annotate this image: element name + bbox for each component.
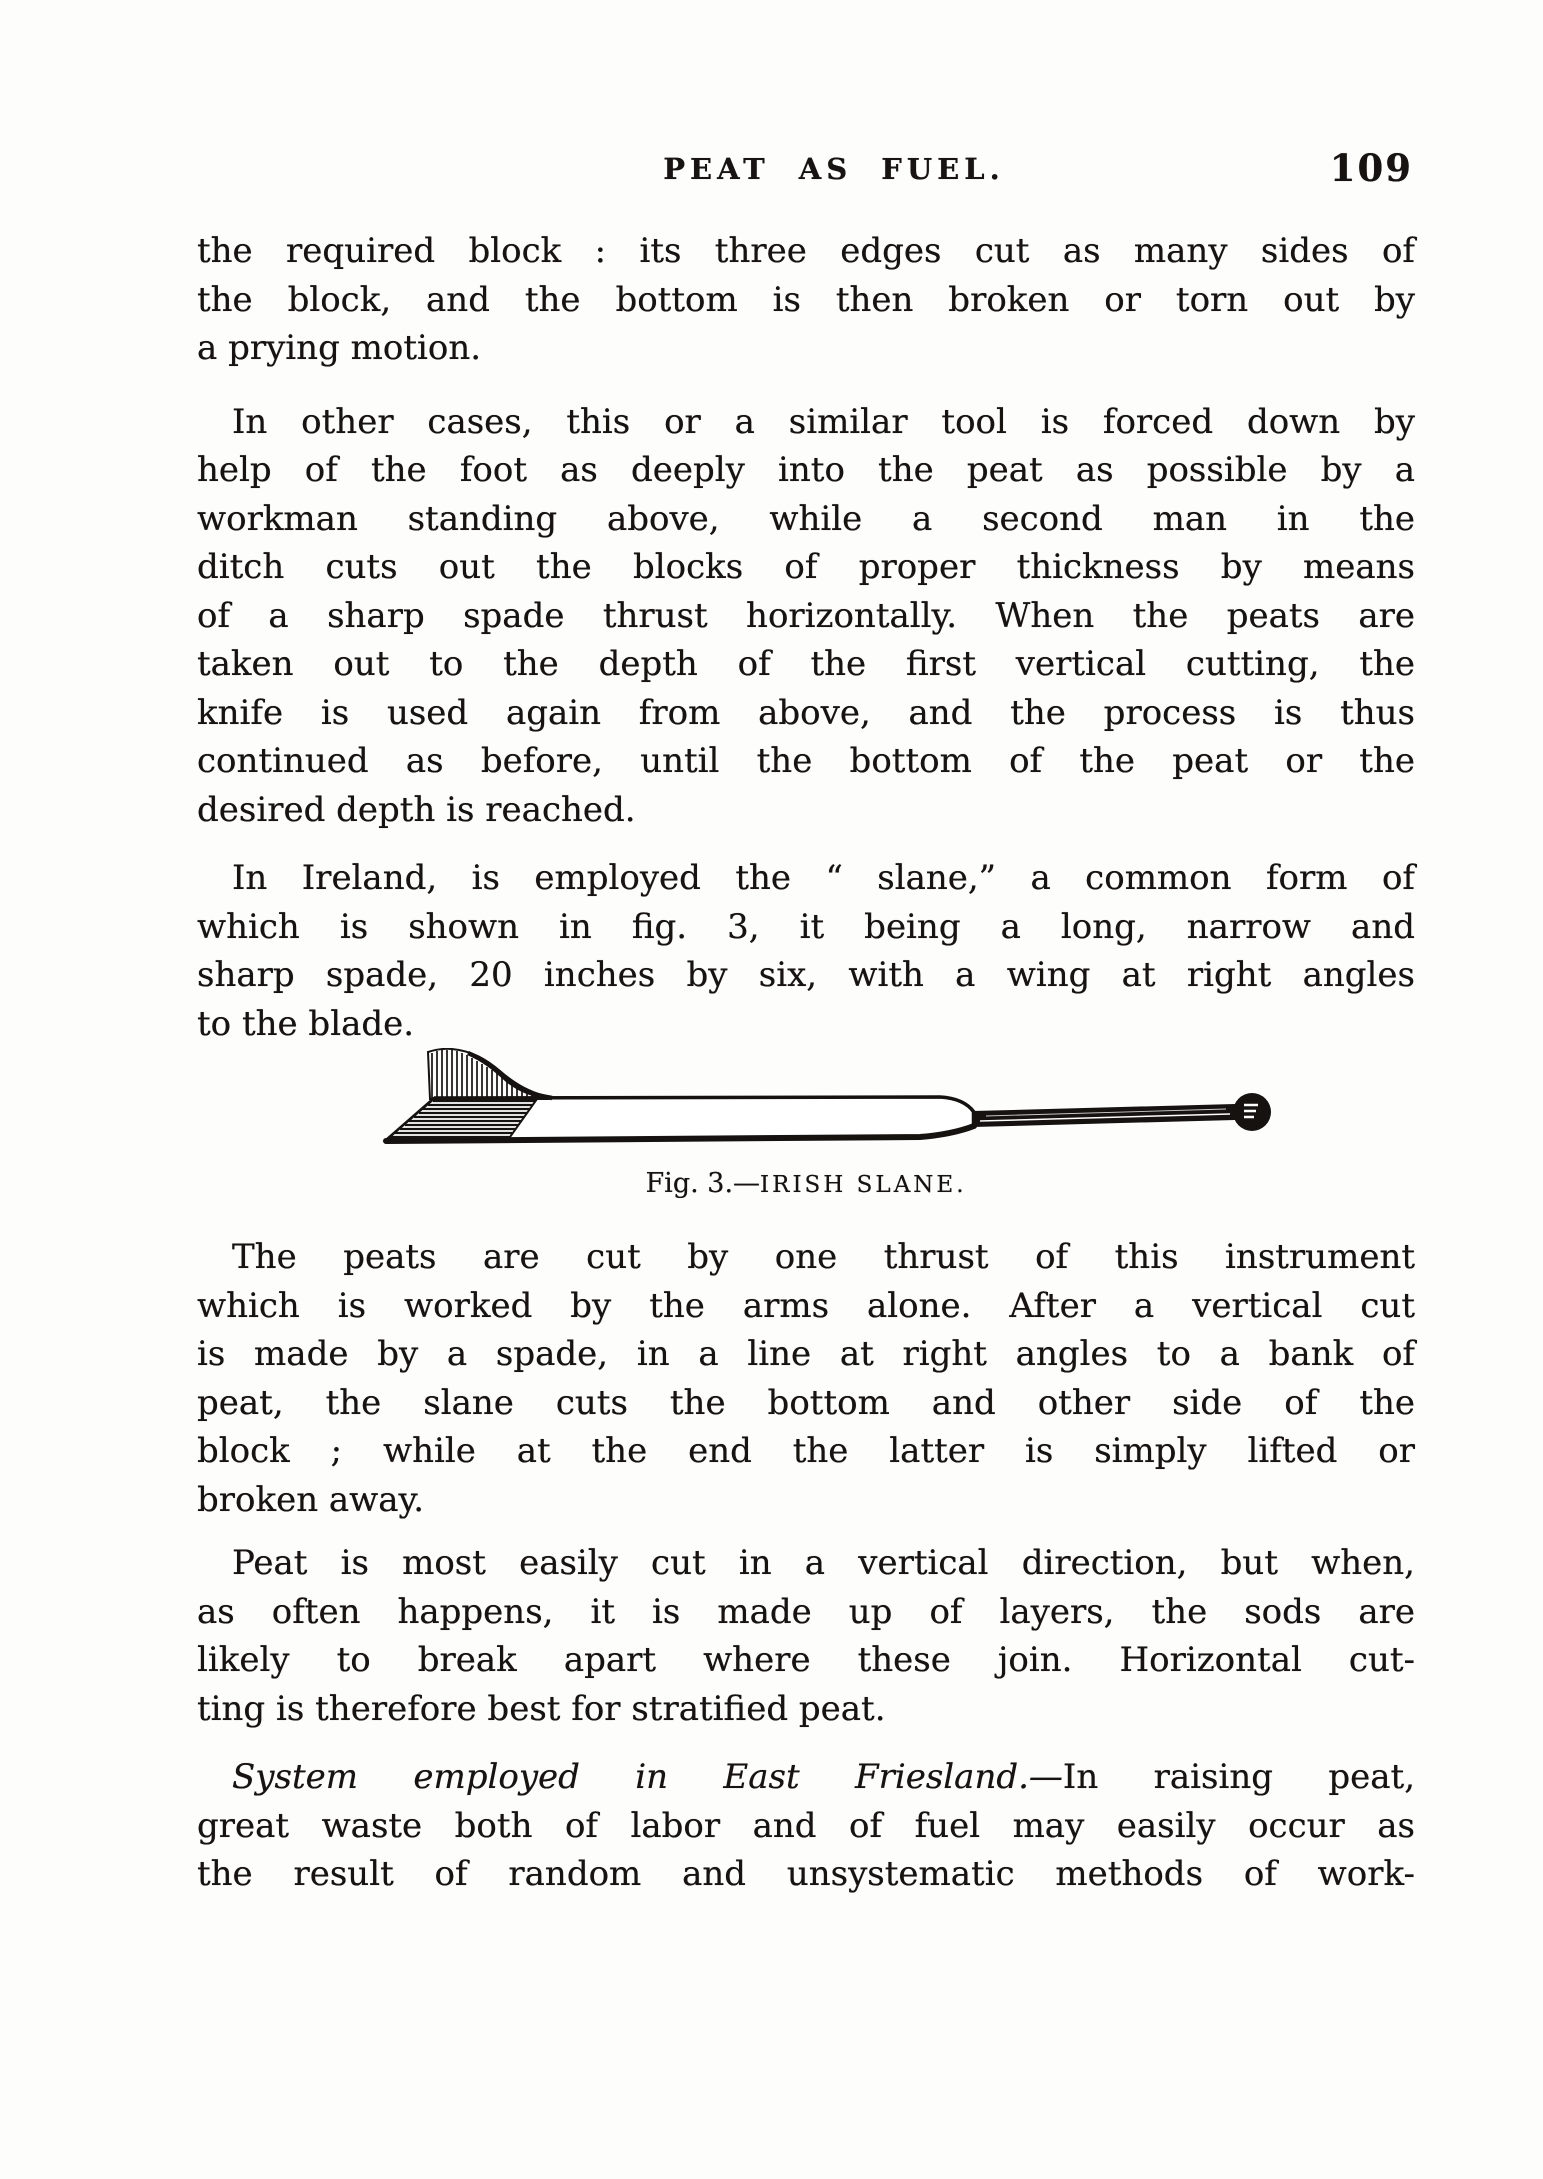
- text-line: which is worked by the arms alone. After a vertical cut: [197, 1285, 1415, 1326]
- text-line: knife is used again from above, and the process is thus: [197, 692, 1415, 733]
- page-title: PEAT AS FUEL.: [663, 152, 1005, 186]
- running-head: [197, 146, 1415, 188]
- figure-caption-label: IRISH SLANE.: [760, 1172, 967, 1198]
- text-line: a prying motion.: [197, 328, 482, 368]
- italic-lead-text: System employed in East Friesland.—: [232, 1757, 1063, 1797]
- irish-slane-illustration: [380, 1048, 1280, 1148]
- text-line: workman standing above, while a second man in the: [197, 498, 1415, 539]
- text-line: The peats are cut by one thrust of this instrument: [232, 1237, 1415, 1277]
- text-line: In other cases, this or a similar tool is forced down by: [232, 401, 1415, 442]
- text-line: [197, 1753, 1415, 1802]
- text-line: the result of random and unsystematic methods of work-: [197, 1854, 1415, 1894]
- text-line: sharp spade, 20 inches by six, with a wing at right angles: [197, 955, 1415, 995]
- paragraph: [197, 1753, 1415, 1899]
- irish-slane-figure: [197, 1048, 1415, 1199]
- figure-caption-number: Fig. 3.—: [645, 1168, 761, 1199]
- text-line: help of the foot as deeply into the peat as possible by a: [197, 450, 1415, 490]
- text-section-below-figure: [197, 1233, 1415, 1899]
- text-line: the required block : its three edges cut as many sides of: [197, 231, 1415, 271]
- text-line: likely to break apart where these join. Horizontal cut-: [197, 1640, 1415, 1680]
- text-line: broken away.: [197, 1479, 425, 1520]
- text-line: In Ireland, is employed the “ slane,” a common form of: [232, 858, 1415, 898]
- paragraph: [197, 1233, 1415, 1524]
- text-line: desired depth is reached.: [197, 789, 636, 830]
- text-line: ting is therefore best for stratified peat.: [197, 1688, 886, 1729]
- roman-text: In raising peat,: [1062, 1757, 1416, 1797]
- text-line: as often happens, it is made up of layers, the sods are: [197, 1591, 1415, 1632]
- text-line: peat, the slane cuts the bottom and other side of the: [197, 1382, 1415, 1423]
- text-section-above-figure: [197, 227, 1415, 1048]
- figure-caption: [197, 1168, 1415, 1199]
- text-line: continued as before, until the bottom of the peat or the: [197, 741, 1415, 781]
- text-line: taken out to the depth of the first vertical cutting, the: [197, 644, 1415, 684]
- text-line: block ; while at the end the latter is simply lifted or: [197, 1431, 1415, 1471]
- text-line: which is shown in fig. 3, it being a long, narrow and: [197, 906, 1415, 947]
- page-number: 109: [1329, 146, 1413, 190]
- text-line: the block, and the bottom is then broken or torn out by: [197, 279, 1415, 320]
- paragraph: [197, 227, 1415, 373]
- text-line: Peat is most easily cut in a vertical direction, but when,: [232, 1543, 1415, 1583]
- text-line: great waste both of labor and of fuel may easily occur as: [197, 1805, 1415, 1846]
- text-line: is made by a spade, in a line at right angles to a bank of: [197, 1334, 1415, 1374]
- text-line: of a sharp spade thrust horizontally. When the peats are: [197, 595, 1415, 636]
- paragraph: [197, 854, 1415, 1048]
- paragraph: [197, 398, 1415, 835]
- text-line: to the blade.: [197, 1003, 415, 1044]
- paragraph: [197, 1539, 1415, 1733]
- text-line: ditch cuts out the blocks of proper thickness by means: [197, 547, 1415, 587]
